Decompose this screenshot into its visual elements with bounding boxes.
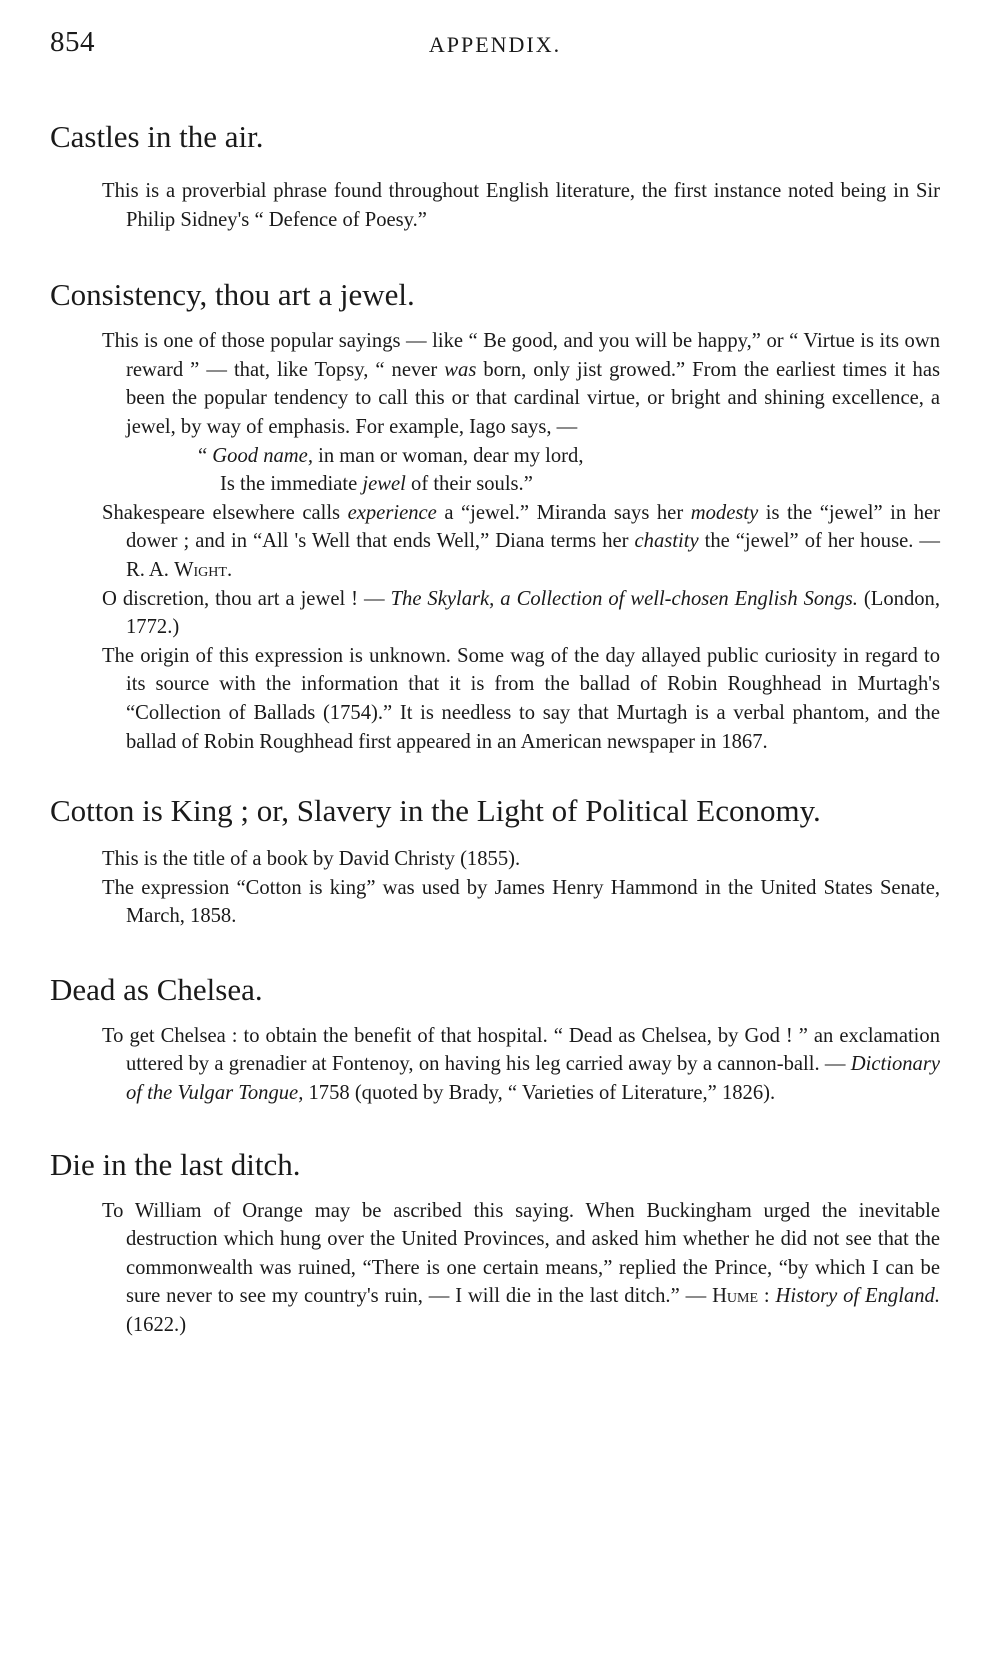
entry-body [102,845,940,931]
entry-body [102,1197,940,1340]
text-run: This is one of those popular sayings — like “ Be good, and you will be happy,” or “ Virtue is its own reward ” — that, like Topsy, “ never [102,330,940,381]
entry-body [102,177,940,234]
italic-text: was [444,358,477,381]
quotation-line [102,470,940,499]
quotation-line [102,442,940,471]
paragraph [102,585,940,642]
entry-title: Cotton is King ; or, Slavery in the Light of Political Economy. [50,793,821,829]
italic-text: History of England. [775,1285,940,1308]
entry-die-in-the-last-ditch [50,1146,940,1340]
entry-title: Die in the last ditch. [50,1146,301,1182]
paragraph [102,327,940,441]
text-run: a “jewel.” Miranda says her [436,501,691,524]
paragraph [102,499,940,585]
paragraph: This is a proverbial phrase found throughout English literature, the first instance noted being in Sir Philip Sidney's “ Defence of Poesy.” [102,180,940,231]
running-title: APPENDIX. [428,32,562,57]
entry-castles-in-the-air [50,118,940,234]
paragraph: The expression “Cotton is king” was used by James Henry Hammond in the United States Senate, March, 1858. [102,876,940,928]
text-run: Is the immediate [220,473,363,496]
text-run: born, only jist growed.” From the earliest times it has been the popular tendency to call this or that cardinal virtue, or bright and shining excellence, a jewel, by way of emphasis. For example, Iago says, — [126,358,941,438]
running-head [50,22,940,72]
text-run: (London, 1772.) [126,587,940,639]
paragraph: This is the title of a book by David Christy (1855). [102,848,521,871]
paragraph [102,1022,940,1108]
small-caps-author: Wight. [174,558,233,581]
page-number: 854 [50,26,95,58]
text-run: of their souls.” [405,473,533,496]
text-run: (1622.) [126,1314,187,1337]
small-caps-author: Hume : [712,1285,770,1308]
text-run: O discretion, thou art a jewel ! — [102,587,391,610]
text-run: To get Chelsea : to obtain the benefit of that hospital. “ Dead as Chelsea, by God ! ” an exclamation uttered by a grenadier at Fontenoy, on having his leg carried away by a cannon-ball. — [102,1024,940,1076]
text-run: in man or woman, dear my lord, [312,444,584,467]
text-run: To William of Orange may be ascribed this saying. When Buckingham urged the inevitable destruction which hung over the United Provinces, and asked him whether he did not see that the commonwealth was ruined, “There is one certain means,” replied the Prince, “by which I can be sure never to see my country's ruin, — I will die in the last ditch.” — [102,1199,940,1308]
italic-text: modesty [690,501,759,524]
entry-title: Castles in the air. [50,119,264,154]
entry-body [102,1022,940,1108]
italic-text: The Skylark, a Collection of well-chosen English Songs. [390,587,858,610]
entry-title: Dead as Chelsea. [50,971,263,1007]
text-run: is the “jewel” in her dower ; and in “All 's Well that ends Well,” Diana terms her [126,501,940,553]
entry-consistency-thou-art-a-jewel [50,276,940,756]
text-run: 1758 (quoted by Brady, “ Varieties of Literature,” 1826). [303,1082,776,1105]
italic-text: experience [347,501,437,524]
text-run: the “jewel” of her house. — R. A. [126,530,940,581]
paragraph: The origin of this expression is unknown. Some wag of the day allayed public curiosity in regard to its source with the information that it is from the ballad of Robin Roughhead in Murtagh's “Collection of Ballads (1754).” It is needless to say that Murtagh is a verbal phantom, and the ballad of Robin Roughhead first appeared in an American newspaper in 1867. [102,644,940,753]
italic-text: jewel [362,473,406,496]
entry-body [102,327,940,756]
italic-text: chastity [634,530,699,553]
entry-title: Consistency, thou art a jewel. [50,277,415,313]
italic-text: Good name, [212,444,313,467]
entry-cotton-is-king [50,792,940,931]
text-run: Shakespeare elsewhere calls [102,501,348,524]
paragraph [102,1197,940,1340]
entry-dead-as-chelsea [50,971,940,1108]
text-run: “ [198,444,213,467]
italic-text: Dictionary of the Vulgar Tongue, [126,1053,940,1105]
